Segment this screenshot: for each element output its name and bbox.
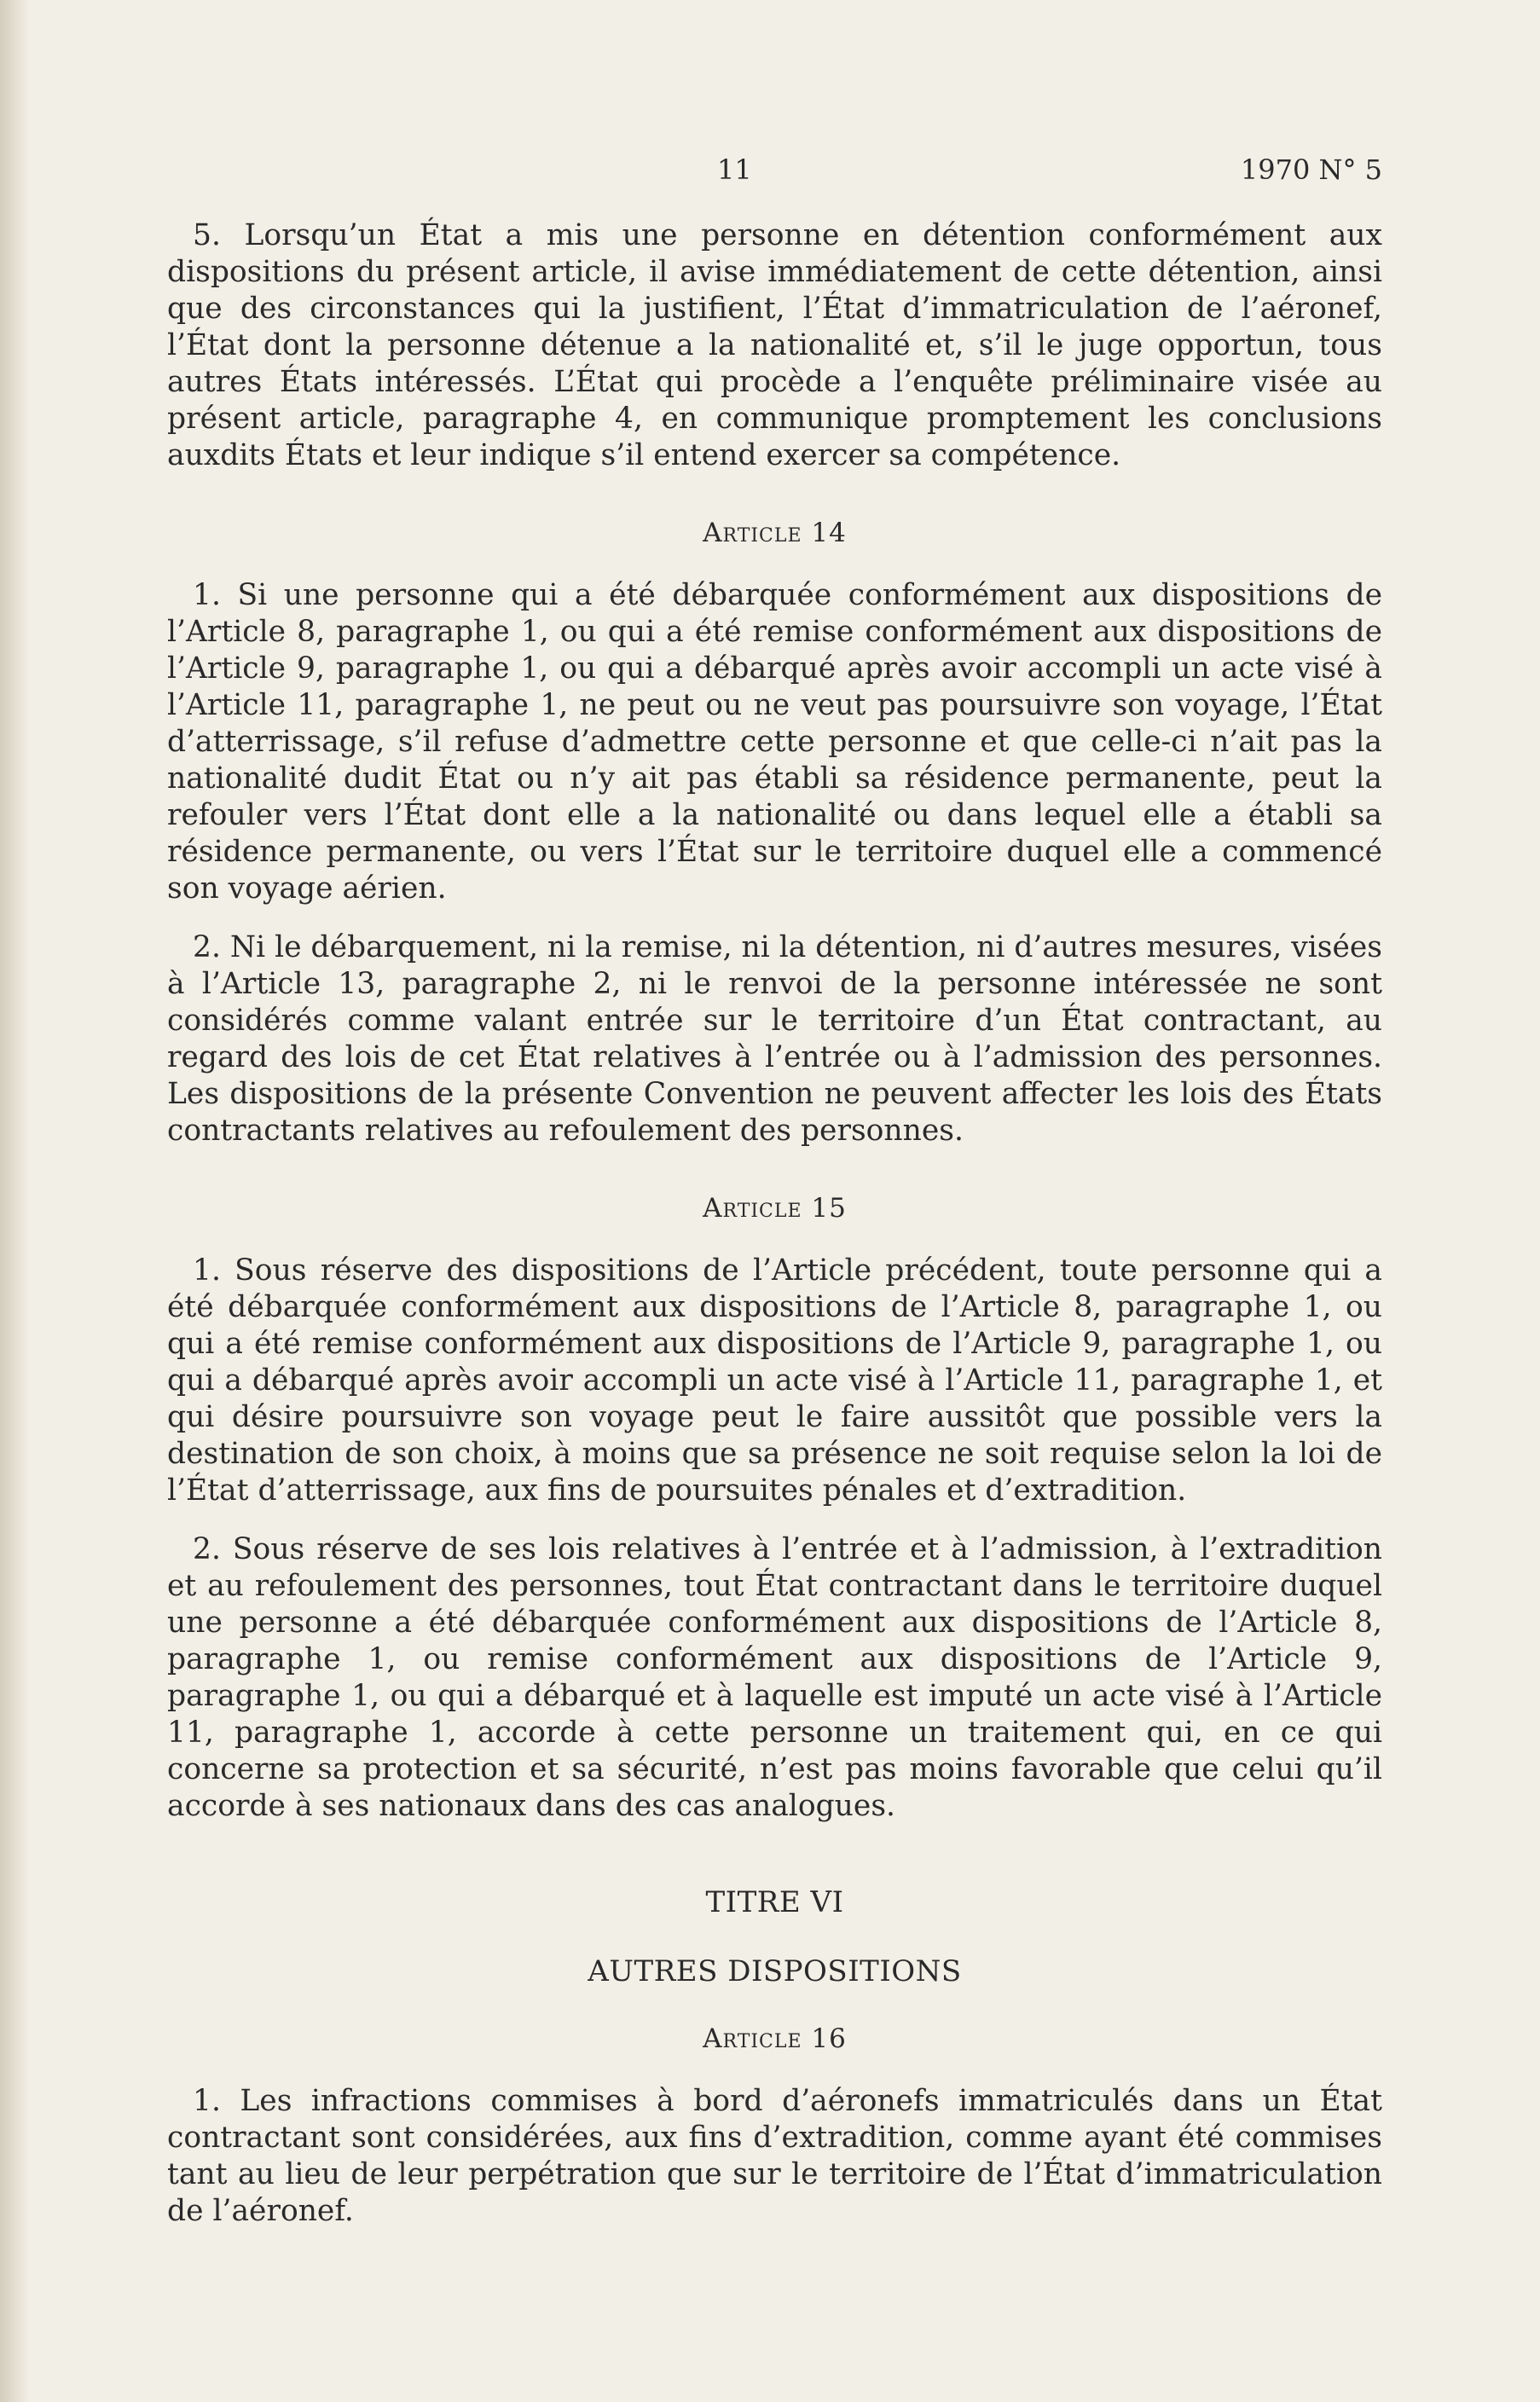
section-heading: AUTRES DISPOSITIONS: [588, 1954, 962, 1988]
article-15-paragraph-2: 2. Sous réserve de ses lois relatives à l’entrée et à l’admission, à l’extradition et au refoulement des personnes, tout État contractant dans le territoire duquel une personne a été débarquée conformément aux dispositions de l’Article 8, paragraphe 1, ou remise conformément aux dispositions de l’Article 9, paragraphe 1, ou qui a débarqué et à laquelle est imputé un acte visé à l’Article 11, paragraphe 1, accorde à cette personne un traitement qui, en ce qui concerne sa protection et sa sécurité, n’est pas moins favorable que celui qu’il accorde à ses nationaux dans des cas analogues.: [167, 1532, 1382, 1823]
article-16-heading: Article 16: [703, 2023, 847, 2054]
article-14-paragraph-2: 2. Ni le débarquement, ni la remise, ni la détention, ni d’autres mesures, visées à l’Article 13, paragraphe 2, ni le renvoi de la personne intéressée ne sont considérés comme valant entrée sur le territoire d’un État contractant, au regard des lois de cet État relatives à l’entrée ou à l’admission des personnes. Les dispositions de la présente Convention ne peuvent affecter les lois des États contractants relatives au refoulement des personnes.: [167, 930, 1382, 1148]
titre-heading: TITRE VI: [705, 1885, 844, 1919]
page-header: [167, 153, 1382, 196]
article-14-heading: Article 14: [703, 518, 847, 548]
article-13-paragraph-5: 5. Lorsqu’un État a mis une personne en détention conformément aux dispositions du présent article, il avise immédiatement de cette détention, ainsi que des circonstances qui la justifient, l’État d’immatriculation de l’aéronef, l’État dont la personne détenue a la nationalité et, s’il le juge opportun, tous autres États intéressés. L’État qui procède a l’enquête préliminaire visée au présent article, paragraphe 4, en communique promptement les conclusions auxdits États et leur indique s’il entend exercer sa compétence.: [167, 218, 1382, 472]
issue-number: 1970 N° 5: [1240, 153, 1382, 186]
page-number: 11: [717, 153, 752, 186]
document-body: [167, 217, 1382, 2252]
article-16-paragraph-1: 1. Les infractions commises à bord d’aéronefs immatriculés dans un État contractant sont considérées, aux fins d’extradition, comme ayant été commises tant au lieu de leur perpétration que sur le territoire de l’État d’immatriculation de l’aéronef.: [167, 2084, 1382, 2228]
page-gutter-shadow: [0, 0, 29, 2402]
article-15-paragraph-1: 1. Sous réserve des dispositions de l’Article précédent, toute personne qui a été débarquée conformément aux dispositions de l’Article 8, paragraphe 1, ou qui a été remise conformément aux dispositions de l’Article 9, paragraphe 1, ou qui a débarqué après avoir accompli un acte visé à l’Article 11, paragraphe 1, et qui désire poursuivre son voyage peut le faire aussitôt que possible vers la destination de son choix, à moins que sa présence ne soit requise selon la loi de l’État d’atterrissage, aux fins de poursuites pénales et d’extradition.: [167, 1253, 1382, 1508]
article-15-heading: Article 15: [703, 1193, 847, 1224]
article-14-paragraph-1: 1. Si une personne qui a été débarquée conformément aux dispositions de l’Article 8, paragraphe 1, ou qui a été remise conformément aux dispositions de l’Article 9, paragraphe 1, ou qui a débarqué après avoir accompli un acte visé à l’Article 11, paragraphe 1, ne peut ou ne veut pas poursuivre son voyage, l’État d’atterrissage, s’il refuse d’admettre cette personne et que celle-ci n’ait pas la nationalité dudit État ou n’y ait pas établi sa résidence permanente, peut la refouler vers l’État dont elle a la nationalité ou dans lequel elle a établi sa résidence permanente, ou vers l’État sur le territoire duquel elle a commencé son voyage aérien.: [167, 578, 1382, 906]
